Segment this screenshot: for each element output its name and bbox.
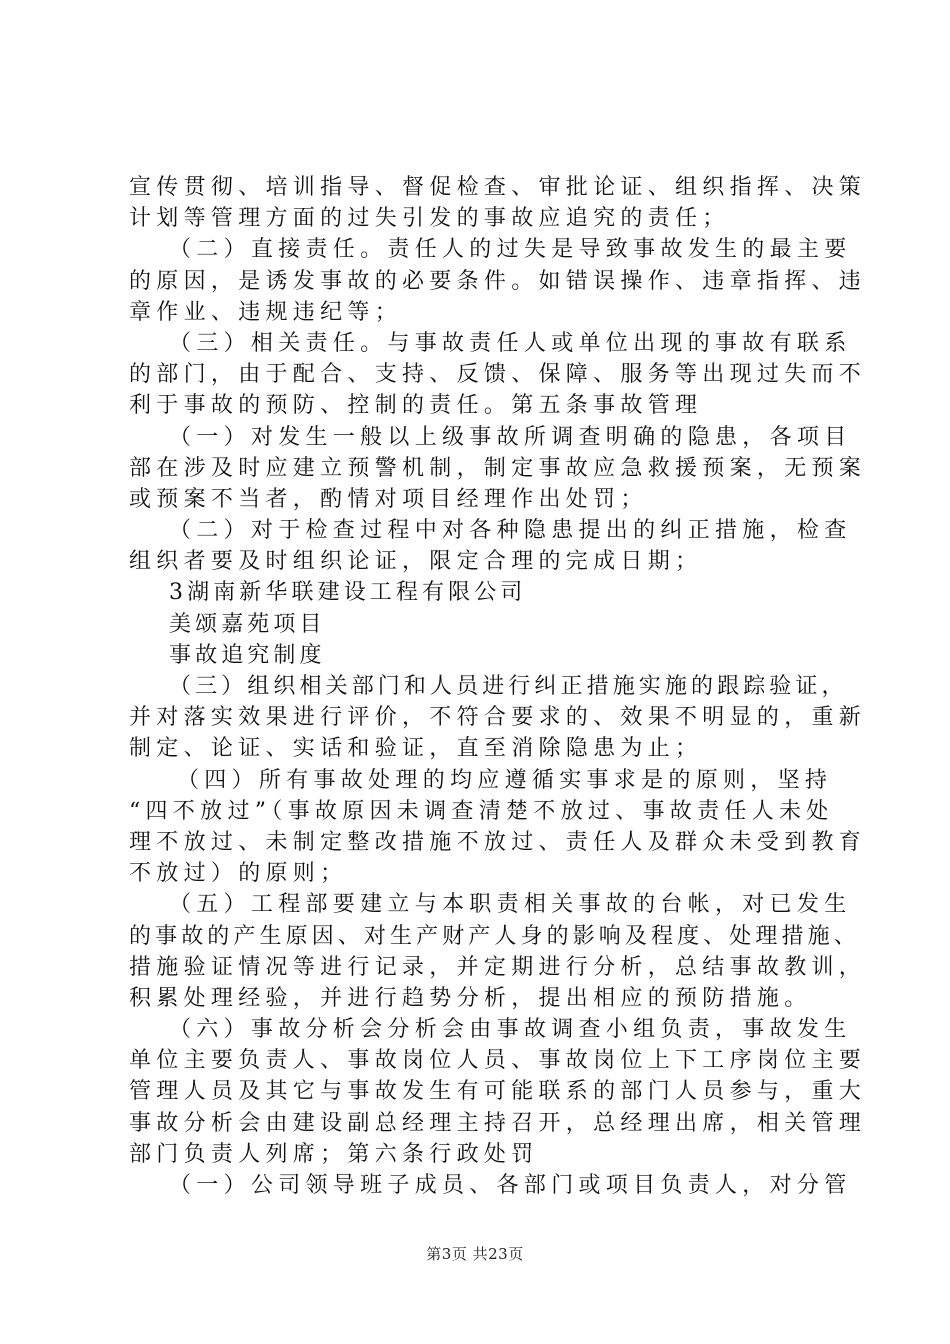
page-number-footer: 第3页 共23页 [426,1245,524,1263]
text-line: 积累处理经验，并进行趋势分析，提出相应的预防措施。 [129,985,812,1011]
text-line: （五）工程部要建立与本职责相关事故的台帐，对已发生 [169,892,852,918]
text-line: （一）对发生一般以上级事故所调查明确的隐患，各项目 [169,424,852,450]
text-line: （三）组织相关部门和人员进行纠正措施实施的跟踪验证， [169,674,848,699]
text-line: （四）所有事故处理的均应遵循实事求是的原则，坚持 [177,767,833,793]
document-title-line: 事故追究制度 [169,642,326,668]
text-line: （二）直接责任。责任人的过失是导致事故发生的最主要 [169,237,852,263]
text-line: “四不放过”（事故原因未调查清楚不放过、事故责任人未处 [129,798,834,824]
text-line: 宣传贯彻、培训指导、督促检查、审批论证、组织指挥、决策 [129,175,867,200]
text-line: （二）对于检查过程中对各种隐患提出的纠正措施，检查 [169,518,852,544]
document-body [129,172,867,1201]
text-line: 的事故的产生原因、对生产财产人身的影响及程度、处理措施、 [129,923,860,949]
text-line: 并对落实效果进行评价，不符合要求的、效果不明显的，重新 [129,705,867,731]
text-line: 部在涉及时应建立预警机制，制定事故应急救援预案，无预案 [129,455,867,481]
text-line: 事故分析会由建设副总经理主持召开，总经理出席，相关管理 [129,1110,867,1136]
text-line: 理不放过、未制定整改措施不放过、责任人及群众未受到教育 [129,829,867,855]
text-line: 组织者要及时组织论证，限定合理的完成日期； [129,549,703,575]
text-line: 的部门，由于配合、支持、反馈、保障、服务等出现过失而不 [129,362,867,388]
text-line: 管理人员及其它与事故发生有可能联系的部门人员参与，重大 [129,1079,867,1105]
text-line: （三）相关责任。与事故责任人或单位出现的事故有联系 [169,330,852,356]
text-line: （六）事故分析会分析会由事故调查小组负责，事故发生 [169,1017,852,1043]
text-line: 不放过）的原则； [129,861,348,887]
text-line: 利于事故的预防、控制的责任。第五条事故管理 [129,393,703,419]
text-line: 章作业、违规违纪等； [129,299,403,325]
text-line: 计划等管理方面的过失引发的事故应追究的责任； [129,206,730,232]
text-line: （一）公司领导班子成员、各部门或项目负责人，对分管 [169,1173,852,1198]
text-line: 制定、论证、实话和验证，直至消除隐患为止； [129,736,703,762]
text-line: 单位主要负责人、事故岗位人员、事故岗位上下工序岗位主要 [129,1048,867,1074]
text-line: 措施验证情况等进行记录，并定期进行分析，总结事故教训， [129,954,867,980]
text-line: 部门负责人列席；第六条行政处罚 [129,1141,539,1167]
text-line: 的原因，是诱发事故的必要条件。如错误操作、违章指挥、违 [129,268,867,294]
project-name-line: 美颂嘉苑项目 [169,611,326,637]
company-name-line: 3湖南新华联建设工程有限公司 [169,580,527,606]
text-line: 或预案不当者，酌情对项目经理作出处罚； [129,486,648,512]
